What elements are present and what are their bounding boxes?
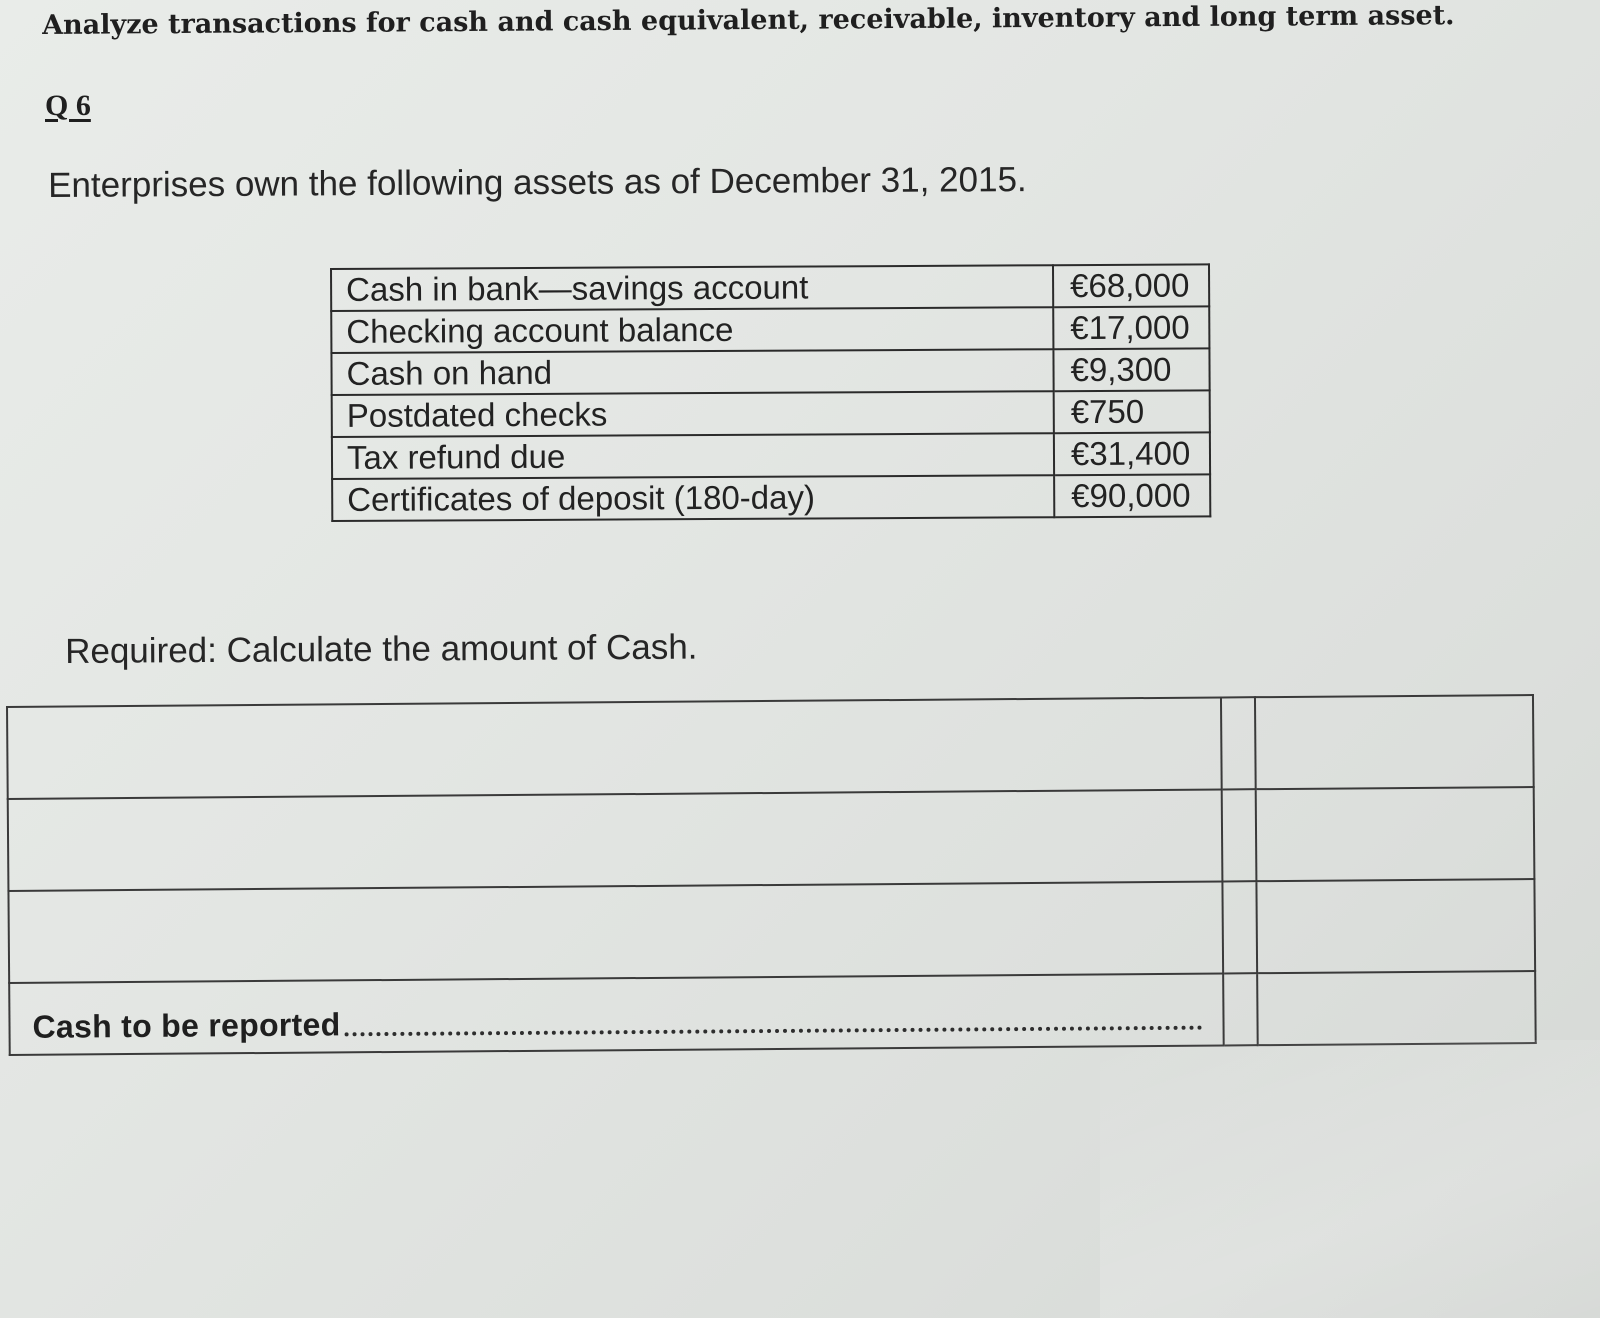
required-instruction: Required: Calculate the amount of Cash. [65, 627, 698, 671]
asset-label: Tax refund due [332, 433, 1054, 479]
total-amount-cell[interactable] [1257, 971, 1536, 1045]
asset-label: Cash in bank—savings account [331, 265, 1053, 311]
table-row [332, 390, 1210, 437]
answer-spacer-cell [1221, 697, 1256, 789]
answer-spacer-cell [1223, 973, 1258, 1045]
table-row [332, 474, 1210, 521]
answer-amount-cell[interactable] [1255, 695, 1534, 789]
asset-amount: €68,000 [1053, 264, 1209, 307]
answer-amount-cell[interactable] [1256, 787, 1535, 881]
answer-description-cell[interactable] [7, 697, 1222, 799]
intro-text: Enterprises own the following assets as of December 31, 2015. [48, 160, 1027, 205]
total-label: Cash to be reported [32, 1006, 341, 1045]
total-row [9, 971, 1536, 1055]
answer-row [8, 787, 1535, 891]
total-label-cell [9, 973, 1224, 1055]
dotted-leader [345, 1025, 1203, 1037]
screen-glare [1100, 1040, 1600, 1318]
question-number: Q 6 [45, 89, 91, 122]
answer-description-cell[interactable] [8, 789, 1223, 891]
asset-amount: €9,300 [1053, 348, 1209, 391]
table-row [332, 432, 1210, 479]
answer-description-cell[interactable] [8, 881, 1223, 983]
asset-amount: €17,000 [1053, 306, 1209, 349]
asset-amount: €31,400 [1054, 432, 1210, 475]
table-row [331, 306, 1209, 353]
answer-table [6, 694, 1537, 1056]
answer-row [7, 695, 1534, 799]
asset-amount: €90,000 [1054, 474, 1210, 517]
table-row [331, 348, 1209, 395]
answer-spacer-cell [1222, 881, 1257, 973]
asset-label: Checking account balance [331, 307, 1053, 353]
asset-amount: €750 [1054, 390, 1210, 433]
assets-table [330, 263, 1211, 522]
answer-row [8, 879, 1535, 983]
asset-label: Cash on hand [331, 349, 1053, 395]
asset-label: Certificates of deposit (180-day) [332, 475, 1054, 521]
answer-spacer-cell [1222, 789, 1257, 881]
page-heading: Analyze transactions for cash and cash equivalent, receivable, inventory and long term asset. [42, 0, 1455, 41]
answer-amount-cell[interactable] [1256, 879, 1535, 973]
asset-label: Postdated checks [332, 391, 1054, 437]
table-row [331, 264, 1209, 311]
